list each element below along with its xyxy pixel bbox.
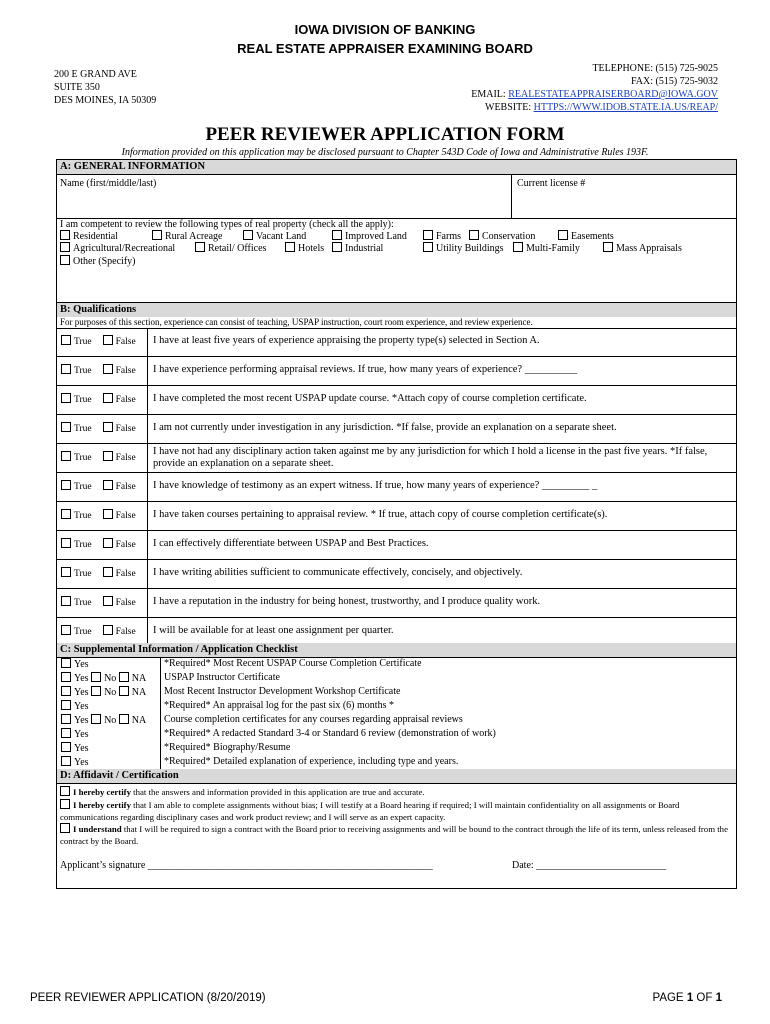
false-checkbox[interactable]: False — [103, 627, 136, 637]
true-checkbox[interactable]: True — [61, 598, 92, 608]
checkbox-industrial[interactable]: Industrial — [332, 242, 383, 254]
qualification-text: I have taken courses pertaining to appraisal review. * If true, attach copy of course completion certificate(s). — [153, 509, 608, 520]
checkbox-utility-buildings[interactable]: Utility Buildings — [423, 242, 504, 254]
checkbox-icon — [558, 230, 568, 240]
website-label: WEBSITE: — [485, 102, 534, 113]
false-checkbox[interactable]: False — [103, 540, 136, 550]
false-checkbox[interactable]: False — [103, 511, 136, 521]
website-line — [471, 101, 718, 114]
true-checkbox[interactable]: True — [61, 482, 92, 492]
true-checkbox[interactable]: True — [61, 395, 92, 405]
qualification-text: I am not currently under investigation in any jurisdiction. *If false, provide an explanation on a separate sheet. — [153, 422, 617, 433]
checkbox-icon — [152, 230, 162, 240]
qualification-row — [57, 473, 736, 502]
email-link[interactable]: REALESTATEAPPRAISERBOARD@IOWA.GOV — [508, 89, 718, 100]
board-name: REAL ESTATE APPRAISER EXAMINING BOARD — [237, 41, 533, 56]
checklist-row — [57, 713, 736, 727]
true-checkbox[interactable]: True — [61, 540, 92, 550]
agency-name: IOWA DIVISION OF BANKING — [294, 22, 476, 37]
section-b-note: For purposes of this section, experience can consist of teaching, USPAP instruction, court room experience, and review experience. — [60, 317, 533, 327]
qualification-row — [57, 560, 736, 589]
section-b-heading: B: Qualifications — [57, 303, 736, 317]
no-checkbox[interactable]: No — [91, 687, 116, 698]
address-line-1: 200 E GRAND AVE — [54, 69, 137, 80]
yes-checkbox[interactable]: Yes — [61, 715, 89, 726]
qualification-text: I have knowledge of testimony as an expert witness. If true, how many years of experience? _________ _ — [153, 480, 598, 491]
checkbox-icon — [60, 230, 70, 240]
qualification-text: I can effectively differentiate between USPAP and Best Practices. — [153, 538, 429, 549]
checklist-row — [57, 657, 736, 671]
true-checkbox[interactable]: True — [61, 337, 92, 347]
checklist-item: *Required* An appraisal log for the past six (6) months * — [164, 700, 394, 711]
qualification-text: I have completed the most recent USPAP update course. *Attach copy of course completion certificate. — [153, 393, 587, 404]
certification-2: I hereby certify that I am able to complete assignments without bias; I will testify at a Board hearing if required; I will maintain confidentiality on all assignments or Board communications regarding disciplinary cases and work product review; and I will serve as an expert capacity. — [60, 800, 680, 822]
checkbox-improved-land[interactable]: Improved Land — [332, 230, 407, 242]
qualification-row — [57, 415, 736, 444]
yes-checkbox[interactable]: Yes — [61, 673, 89, 684]
email-line — [471, 88, 718, 101]
checkbox-icon — [423, 242, 433, 252]
website-link[interactable]: HTTPS://WWW.IDOB.STATE.IA.US/REAP/ — [533, 102, 718, 113]
yes-checkbox[interactable]: Yes — [61, 743, 89, 754]
false-checkbox[interactable]: False — [103, 395, 136, 405]
qualification-row — [57, 589, 736, 618]
true-checkbox[interactable]: True — [61, 366, 92, 376]
qualification-text: I have a reputation in the industry for being honest, trustworthy, and I produce quality work. — [153, 596, 541, 607]
other-specify-field[interactable] — [60, 268, 732, 300]
property-intro: I am competent to review the following types of real property (check all the apply): — [60, 219, 394, 230]
true-checkbox[interactable]: True — [61, 511, 92, 521]
true-checkbox[interactable]: True — [61, 627, 92, 637]
checkbox-farms[interactable]: Farms — [423, 230, 461, 242]
cert-3-checkbox[interactable] — [60, 823, 70, 833]
checklist-item: *Required* Biography/Resume — [164, 742, 291, 753]
address-line-3: DES MOINES, IA 50309 — [54, 95, 157, 106]
qualification-text: I have at least five years of experience appraising the property type(s) selected in Section A. — [153, 335, 540, 346]
false-checkbox[interactable]: False — [103, 482, 136, 492]
qualification-row — [57, 531, 736, 560]
form-version: PEER REVIEWER APPLICATION (8/20/2019) — [30, 992, 266, 1004]
yes-checkbox[interactable]: Yes — [61, 687, 89, 698]
checkbox-icon — [60, 242, 70, 252]
na-checkbox[interactable]: NA — [119, 715, 146, 726]
qualification-text: I have writing abilities sufficient to communicate effectively, concisely, and objectively. — [153, 567, 523, 578]
na-checkbox[interactable]: NA — [119, 687, 146, 698]
yes-checkbox[interactable]: Yes — [61, 659, 89, 670]
checklist-item: Course completion certificates for any courses regarding appraisal reviews — [164, 714, 463, 725]
checkbox-agricultural[interactable]: Agricultural/Recreational — [60, 242, 175, 254]
false-checkbox[interactable]: False — [103, 337, 136, 347]
checkbox-icon — [243, 230, 253, 240]
checkbox-icon — [513, 242, 523, 252]
checkbox-icon — [60, 255, 70, 265]
checklist-item: *Required* Detailed explanation of experience, including type and years. — [164, 756, 459, 767]
checklist-row — [57, 755, 736, 769]
checklist-row — [57, 671, 736, 685]
form-title: PEER REVIEWER APPLICATION FORM — [205, 124, 565, 145]
false-checkbox[interactable]: False — [103, 366, 136, 376]
true-checkbox[interactable]: True — [61, 453, 92, 463]
address-line-2: SUITE 350 — [54, 82, 100, 93]
section-a-heading: A: GENERAL INFORMATION — [57, 160, 736, 174]
false-checkbox[interactable]: False — [103, 424, 136, 434]
checkbox-icon — [195, 242, 205, 252]
na-checkbox[interactable]: NA — [119, 673, 146, 684]
false-checkbox[interactable]: False — [103, 569, 136, 579]
date-line[interactable]: Date: __________________________ — [512, 860, 667, 871]
qualification-row — [57, 502, 736, 531]
checklist-row — [57, 699, 736, 713]
checkbox-icon — [332, 230, 342, 240]
qualification-row — [57, 328, 736, 357]
telephone: TELEPHONE: (515) 725-9025 — [592, 63, 718, 74]
certification-1: I hereby certify that the answers and information provided in this application are true and accurate. — [60, 786, 732, 798]
certification-3: I understand that I will be required to sign a contract with the Board prior to receiving assignments and will be bound to the contract through the life of its term, unless released from the contract by the Board. — [60, 824, 728, 846]
signature-line[interactable]: Applicant’s signature _________________________________________________________ — [60, 860, 433, 871]
checklist-item: USPAP Instructor Certificate — [164, 672, 280, 683]
checklist-item: Most Recent Instructor Development Workshop Certificate — [164, 686, 401, 697]
checkbox-vacant-land[interactable]: Vacant Land — [243, 230, 306, 242]
checklist-item: *Required* A redacted Standard 3-4 or Standard 6 review (demonstration of work) — [164, 728, 496, 739]
qualification-text: I will be available for at least one assignment per quarter. — [153, 625, 394, 636]
qualification-text: I have not had any disciplinary action taken against me by any jurisdiction for which I hold a license in the past five years. *If false, provide an explanation on a separate sheet. — [153, 446, 708, 469]
true-checkbox[interactable]: True — [61, 424, 92, 434]
checkbox-icon — [423, 230, 433, 240]
qualification-row — [57, 357, 736, 386]
checkbox-conservation[interactable]: Conservation — [469, 230, 535, 242]
no-checkbox[interactable]: No — [91, 715, 116, 726]
email-label: EMAIL: — [471, 89, 509, 100]
checkbox-other[interactable]: Other (Specify) — [60, 255, 135, 267]
page-indicator: PAGE 1 OF 1 — [652, 992, 722, 1004]
yes-checkbox[interactable]: Yes — [61, 729, 89, 740]
checkbox-mass-appraisals[interactable]: Mass Appraisals — [603, 242, 682, 254]
qualification-row — [57, 386, 736, 415]
name-field[interactable] — [60, 190, 508, 216]
cert-1-checkbox[interactable] — [60, 786, 70, 796]
yes-checkbox[interactable]: Yes — [61, 701, 89, 712]
false-checkbox[interactable]: False — [103, 453, 136, 463]
checkbox-icon — [469, 230, 479, 240]
disclosure-note: Information provided on this application may be disclosed pursuant to Chapter 543D Code of Iowa and Administrative Rules 193F. — [121, 147, 649, 158]
checkbox-multi-family[interactable]: Multi-Family — [513, 242, 580, 254]
checklist-row — [57, 727, 736, 741]
section-d-heading: D: Affidavit / Certification — [57, 769, 736, 783]
contact-info — [471, 62, 718, 114]
checkbox-residential[interactable]: Residential — [60, 230, 118, 242]
checkbox-hotels[interactable]: Hotels — [285, 242, 324, 254]
checkbox-icon — [332, 242, 342, 252]
checkbox-rural-acreage[interactable]: Rural Acreage — [152, 230, 222, 242]
checklist-row — [57, 741, 736, 755]
checkbox-easements[interactable]: Easements — [558, 230, 614, 242]
no-checkbox[interactable]: No — [91, 673, 116, 684]
qualification-text: I have experience performing appraisal reviews. If true, how many years of experience? __________ — [153, 364, 578, 375]
mailing-address — [54, 68, 156, 107]
false-checkbox[interactable]: False — [103, 598, 136, 608]
checkbox-retail-offices[interactable]: Retail/ Offices — [195, 242, 266, 254]
checklist-row — [57, 685, 736, 699]
checkbox-icon — [285, 242, 295, 252]
section-c-heading: C: Supplemental Information / Application Checklist — [57, 643, 736, 657]
fax: FAX: (515) 725-9032 — [630, 76, 718, 87]
license-label: Current license # — [517, 178, 586, 189]
qualification-row — [57, 444, 736, 473]
checklist-item: *Required* Most Recent USPAP Course Completion Certificate — [164, 658, 422, 669]
true-checkbox[interactable]: True — [61, 569, 92, 579]
yes-checkbox[interactable]: Yes — [61, 757, 89, 768]
license-field[interactable] — [514, 190, 734, 216]
application-form — [56, 159, 737, 889]
cert-2-checkbox[interactable] — [60, 799, 70, 809]
name-label: Name (first/middle/last) — [60, 178, 157, 189]
checkbox-icon — [603, 242, 613, 252]
